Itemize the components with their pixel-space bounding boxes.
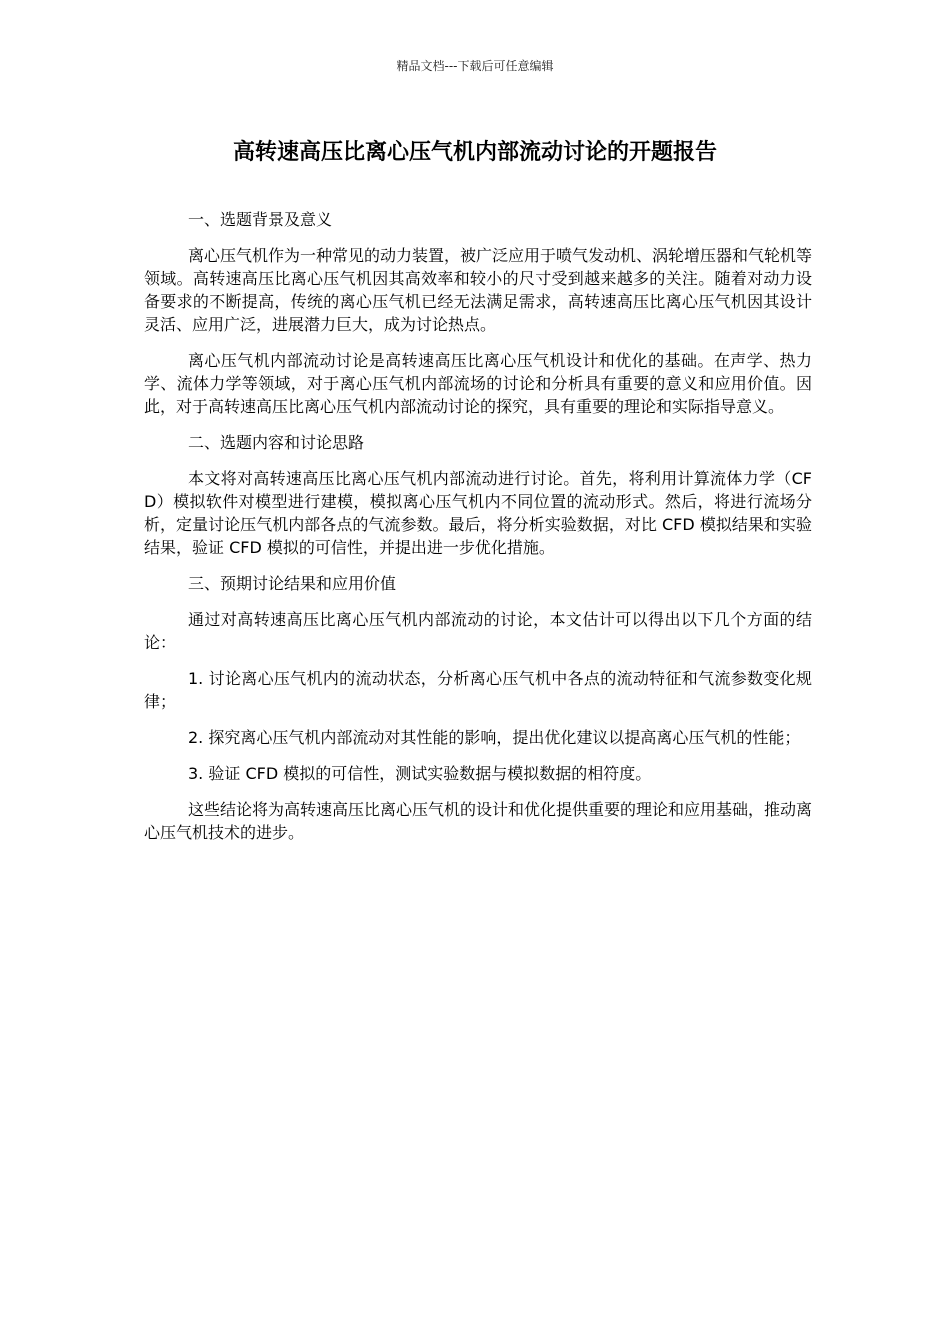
list-item-result-3: 3. 验证 CFD 模拟的可信性，测试实验数据与模拟数据的相符度。 bbox=[188, 764, 652, 783]
list-item-result-2: 2. 探究离心压气机内部流动对其性能的影响，提出优化建议以提高离心压气机的性能； bbox=[188, 728, 801, 747]
paragraph-content-1: 本文将对高转速高压比离心压气机内部流动进行讨论。首先，将利用计算流体力学（CFD）模拟软件对模型进行建模，模拟离心压气机内不同位置的流动形式。然后，将进行流场分析，定量讨论压气机内部各点的气流参数。最后，将分析实验数据，对比 CFD 模拟结果和实验结果，验证 CFD 模拟的可信性，并提出进一步优化措施。 bbox=[144, 469, 812, 557]
section-heading-results: 三、预期讨论结果和应用价值 bbox=[188, 574, 397, 593]
paragraph-results-intro: 通过对高转速高压比离心压气机内部流动的讨论，本文估计可以得出以下几个方面的结论： bbox=[144, 610, 812, 652]
paragraph-background-1: 离心压气机作为一种常见的动力装置，被广泛应用于喷气发动机、涡轮增压器和气轮机等领域。高转速高压比离心压气机因其高效率和较小的尺寸受到越来越多的关注。随着对动力设备要求的不断提高，传统的离心压气机已经无法满足需求，高转速高压比离心压气机因其设计灵活、应用广泛，进展潜力巨大，成为讨论热点。 bbox=[144, 246, 813, 334]
section-heading-content: 二、选题内容和讨论思路 bbox=[188, 433, 365, 452]
paragraph-results-conclusion: 这些结论将为高转速高压比离心压气机的设计和优化提供重要的理论和应用基础，推动离心压气机技术的进步。 bbox=[144, 800, 813, 842]
page-header: 精品文档---下载后可任意编辑 bbox=[396, 59, 554, 73]
paragraph-background-2: 离心压气机内部流动讨论是高转速高压比离心压气机设计和优化的基础。在声学、热力学、流体力学等领域，对于离心压气机内部流场的讨论和分析具有重要的意义和应用价值。因此，对于高转速高压比离心压气机内部流动讨论的探究，具有重要的理论和实际指导意义。 bbox=[144, 351, 812, 416]
document-body bbox=[144, 208, 812, 857]
document-title: 高转速高压比离心压气机内部流动讨论的开题报告 bbox=[232, 140, 717, 165]
list-item-result-1: 1. 讨论离心压气机内的流动状态，分析离心压气机中各点的流动特征和气流参数变化规律； bbox=[144, 669, 812, 711]
section-heading-background: 一、选题背景及意义 bbox=[188, 210, 333, 229]
